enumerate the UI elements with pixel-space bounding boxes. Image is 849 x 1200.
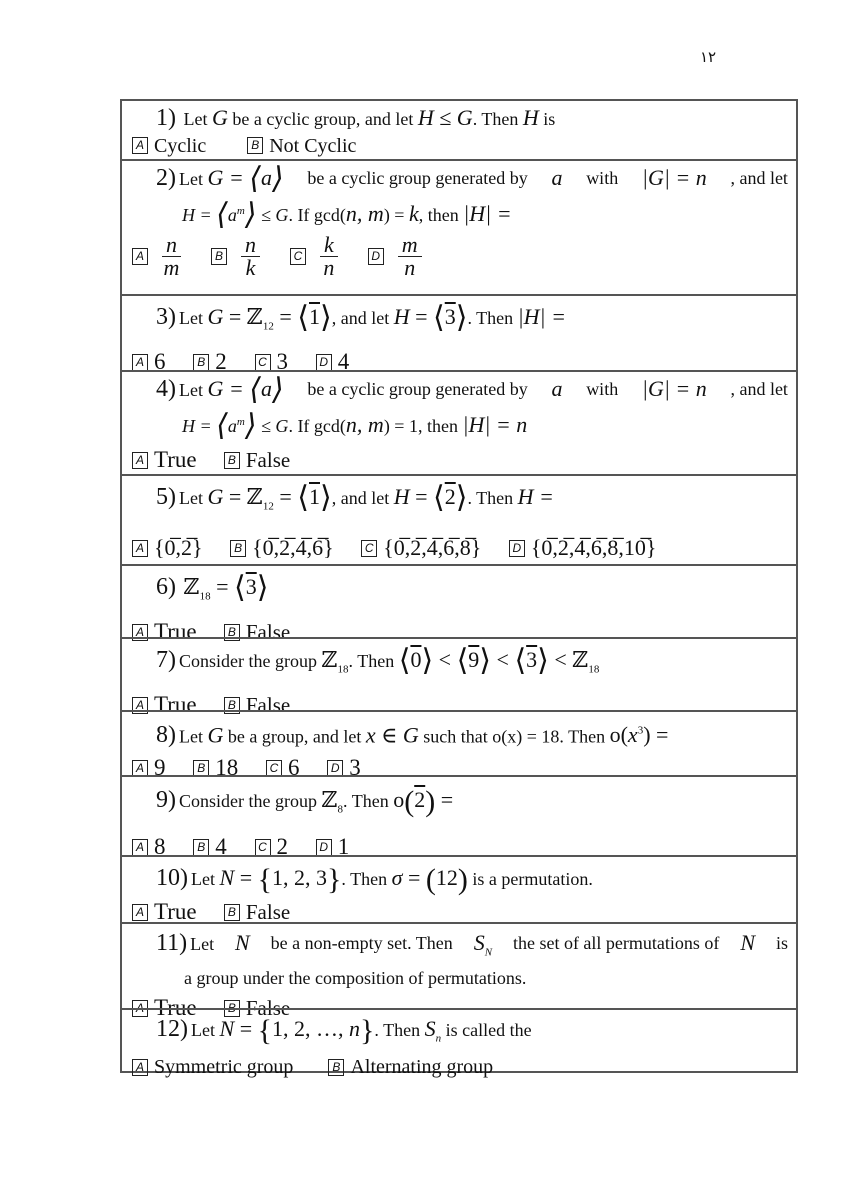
option-text: Not Cyclic: [269, 134, 357, 157]
option-box: B: [193, 760, 209, 777]
math: σ = (12): [391, 862, 468, 896]
option-d[interactable]: [509, 534, 657, 562]
option-box: D: [316, 354, 332, 371]
option-text: 2: [276, 834, 288, 860]
math: G: [207, 721, 224, 747]
question-number: 9): [156, 786, 176, 813]
math: $H = ⟨a^m⟩ \le G$: [182, 408, 289, 442]
text: be a group, and let: [227, 725, 362, 746]
option-box: A: [132, 540, 148, 557]
option-box: B: [211, 248, 227, 265]
math: |G| = n: [641, 375, 707, 401]
option-box: B: [224, 697, 240, 714]
text: Let: [191, 1019, 215, 1040]
numerator: n: [241, 234, 260, 257]
option-text: Symmetric group: [154, 1056, 294, 1079]
text: . Then: [467, 487, 514, 508]
text: , and let: [730, 167, 788, 188]
option-box: A: [132, 624, 148, 641]
text: with: [586, 167, 619, 188]
math: |H| = n: [462, 411, 528, 437]
question-8: [120, 710, 798, 781]
option-box: A: [132, 760, 148, 777]
denominator: k: [245, 254, 256, 280]
text: is: [775, 932, 788, 953]
question-number: 2): [156, 164, 176, 191]
text: such that: [423, 725, 488, 746]
option-box: D: [316, 839, 332, 856]
text: is: [543, 109, 556, 129]
text: Consider the group: [179, 790, 317, 811]
option-a[interactable]: [132, 534, 203, 562]
question-number: 8): [156, 721, 176, 748]
option-text: 6: [288, 755, 300, 781]
question-5: [120, 474, 798, 566]
option-b[interactable]: [224, 446, 290, 474]
question-2: [120, 159, 798, 296]
question-number: 10): [156, 864, 188, 891]
math: x ∈ G: [365, 721, 419, 747]
text: ) =: [383, 204, 405, 225]
math: N: [740, 929, 756, 955]
text: . Then: [343, 790, 389, 811]
option-text: 1: [337, 834, 350, 860]
option-box: A: [132, 1000, 148, 1017]
math: a: [551, 164, 563, 190]
text: is a permutation.: [472, 868, 593, 889]
text: with: [586, 378, 619, 399]
text: . Then: [559, 725, 606, 746]
question-9: [120, 775, 798, 860]
option-box: C: [255, 354, 271, 371]
option-b[interactable]: [230, 534, 334, 562]
math: H = ⟨2⟩: [393, 480, 468, 514]
text: be a cyclic group generated by: [307, 167, 528, 188]
option-text: True: [154, 995, 197, 1021]
question-sheet: [120, 101, 798, 1079]
option-box: A: [132, 1059, 148, 1076]
math: o(2) =: [393, 784, 454, 818]
option-b[interactable]: [328, 1053, 493, 1081]
text: . Then: [374, 1019, 421, 1040]
math: o(x) = 18: [492, 725, 560, 746]
option-a[interactable]: [132, 231, 189, 280]
text: . If gcd(: [288, 204, 346, 225]
option-a[interactable]: [132, 1053, 293, 1081]
option-d[interactable]: [368, 231, 430, 280]
option-text: False: [245, 693, 291, 718]
option-text: True: [154, 692, 197, 718]
fraction: [162, 231, 181, 280]
text: . Then: [467, 307, 514, 328]
option-text: {0̅,2̅,4̅,6̅,8̅}: [383, 535, 482, 561]
text: Let: [179, 379, 203, 400]
option-text: {0̅,2̅,4̅,6̅,8̅,10̅}: [530, 535, 657, 561]
option-text: False: [245, 900, 291, 924]
text: be a cyclic group generated by: [307, 378, 528, 399]
math: |G| = n: [641, 164, 707, 190]
option-box: D: [368, 248, 384, 265]
question-number: 6): [156, 573, 176, 600]
question-number: 12): [156, 1015, 188, 1042]
option-c[interactable]: [361, 534, 481, 562]
math: G: [212, 105, 228, 130]
math: ⟨0⟩ < ⟨9⟩ < ⟨3⟩ < ℤ$_{18}$: [398, 643, 600, 677]
math: N = {1, 2, …, n}: [219, 1013, 375, 1047]
option-text: {0̅,2̅,4̅,6̅}: [252, 535, 334, 561]
option-text: 4: [337, 349, 350, 375]
question-number: 4): [156, 375, 176, 402]
option-box: C: [361, 540, 377, 557]
math: G = ℤ$_{12}$ = ⟨1⟩: [207, 480, 332, 514]
question-1: [120, 99, 798, 161]
fraction: [398, 231, 422, 280]
option-text: True: [154, 447, 197, 472]
math: n, m: [345, 411, 384, 437]
question-number: 7): [156, 646, 176, 673]
text: . Then: [472, 109, 519, 129]
math: ℤ$_8$: [321, 786, 344, 815]
option-box: A: [132, 839, 148, 856]
text: ) = 1, then: [383, 415, 458, 436]
option-text: 18: [215, 755, 239, 781]
math: |H| =: [463, 200, 512, 226]
question-11: [120, 922, 798, 1021]
text: is called the: [445, 1019, 532, 1040]
option-box: B: [193, 839, 209, 856]
math: H ≤ G: [417, 105, 473, 130]
question-4: [120, 370, 798, 476]
option-box: A: [132, 904, 148, 921]
text: Let: [190, 933, 215, 954]
question-3: [120, 294, 798, 375]
math: ℤ$_{18}$ = ⟨3⟩: [183, 570, 269, 604]
option-box: A: [132, 137, 148, 154]
text: the set of all permutations of: [512, 932, 720, 953]
option-text: True: [154, 899, 197, 924]
math: N: [235, 929, 250, 955]
text: . Then: [341, 868, 388, 889]
question-number: 1): [156, 105, 176, 131]
option-box: B: [328, 1059, 344, 1076]
option-box: B: [193, 354, 209, 371]
numerator: n: [162, 234, 181, 257]
option-box: C: [290, 248, 306, 265]
question-6: [120, 564, 798, 645]
math: $S_N$: [473, 929, 493, 958]
option-b[interactable]: [211, 231, 268, 280]
math: G = ⟨a⟩: [207, 372, 284, 406]
option-box: A: [132, 248, 148, 265]
math: H: [522, 105, 539, 130]
question-10: [120, 855, 798, 924]
question-12: [120, 1008, 798, 1079]
text: a group under the composition of permutations.: [184, 967, 527, 988]
option-text: 9: [154, 755, 166, 781]
text: . Then: [348, 650, 395, 671]
text: , and let: [331, 307, 390, 328]
option-a[interactable]: [132, 446, 197, 474]
text: be a non-empty set. Then: [270, 932, 453, 953]
math: H =: [517, 483, 554, 509]
text: Consider the group: [179, 650, 317, 671]
text: Let: [179, 487, 203, 508]
text: , and let: [331, 487, 390, 508]
numerator: k: [320, 234, 338, 257]
text: , then: [418, 204, 459, 225]
option-text: 6: [154, 349, 166, 375]
option-text: Cyclic: [154, 134, 207, 157]
option-text: 2: [215, 349, 227, 375]
option-box: A: [132, 354, 148, 371]
math: k: [408, 200, 419, 226]
math: ℤ$_{18}$: [321, 646, 349, 675]
denominator: n: [323, 254, 335, 280]
option-box: B: [224, 1000, 240, 1017]
question-number: 5): [156, 483, 176, 510]
option-box: A: [132, 697, 148, 714]
text: Let: [179, 725, 203, 746]
option-text: {0̅,2̅}: [154, 535, 203, 561]
numerator: m: [398, 234, 422, 257]
denominator: m: [163, 254, 180, 280]
option-box: B: [224, 624, 240, 641]
text: Let: [191, 868, 215, 889]
option-box: B: [230, 540, 246, 557]
math: G = ⟨a⟩: [207, 161, 284, 195]
option-box: D: [327, 760, 343, 777]
option-box: B: [224, 904, 240, 921]
question-7: [120, 637, 798, 718]
option-text: 8: [154, 834, 166, 860]
text: . If gcd(: [288, 415, 346, 436]
option-text: True: [154, 619, 197, 645]
text: Let: [183, 109, 208, 129]
denominator: n: [404, 254, 416, 280]
option-c[interactable]: [290, 231, 346, 280]
math: $H = ⟨a^m⟩ \le G$: [182, 197, 289, 231]
option-b[interactable]: [247, 135, 356, 157]
fraction: [320, 231, 338, 280]
option-text: Alternating group: [350, 1056, 494, 1079]
math: $S_n$: [424, 1015, 442, 1044]
text: be a cyclic group, and let: [232, 109, 414, 129]
option-box: D: [509, 540, 525, 557]
option-text: False: [245, 620, 291, 645]
math: a: [551, 375, 563, 401]
math: |H| =: [517, 303, 566, 329]
math: G = ℤ$_{12}$ = ⟨1⟩: [207, 300, 332, 334]
text: , and let: [730, 378, 788, 399]
option-a[interactable]: [132, 135, 206, 157]
option-text: 3: [276, 349, 288, 375]
option-text: 4: [215, 834, 227, 860]
option-box: B: [247, 137, 263, 154]
option-box: A: [132, 452, 148, 469]
option-box: B: [224, 452, 240, 469]
option-text: False: [245, 996, 291, 1021]
question-number: 3): [156, 303, 176, 330]
text: Let: [179, 168, 203, 189]
text: Let: [179, 307, 203, 328]
page-number: ١٢: [700, 50, 717, 66]
option-text: False: [245, 448, 291, 472]
math: N = {1, 2, 3}: [219, 862, 342, 896]
option-box: C: [266, 760, 282, 777]
math: n, m: [345, 200, 384, 226]
option-box: C: [255, 839, 271, 856]
math: H = ⟨3⟩: [393, 300, 468, 334]
fraction: [241, 231, 260, 280]
question-number: 11): [156, 929, 188, 956]
option-text: 3: [349, 755, 361, 781]
math: $o(x^3)$ =: [609, 721, 669, 747]
